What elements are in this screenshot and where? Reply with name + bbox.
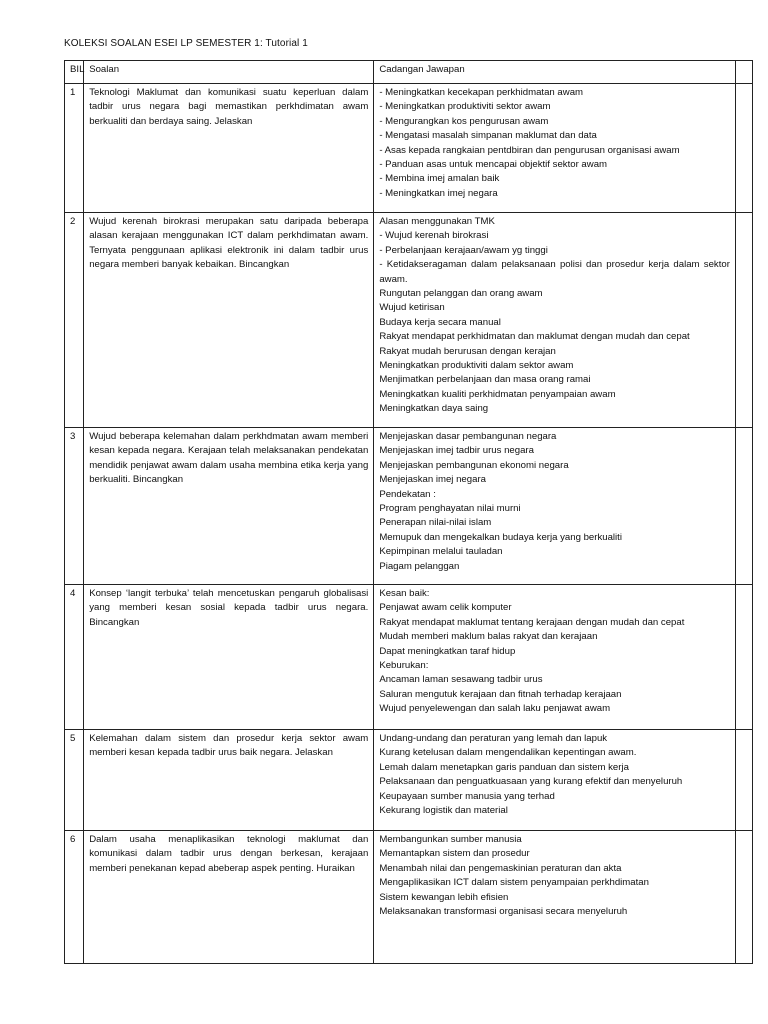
answer-cell xyxy=(374,730,736,831)
answer-point: Meningkatkan daya saing xyxy=(379,403,489,415)
blank-cell xyxy=(735,831,752,964)
answer-point: Kurang ketelusan dalam mengendalikan kepentingan awam. xyxy=(379,747,637,759)
question-text: Wujud kerenah birokrasi merupakan satu daripada beberapa alasan kerajaan menggunakan ICT dalam perkhdimatan awam. Ternyata penggunaan aplikasi elektronik ini dalam tadbir urus negara memberi banyak kebaikan. Bincangkan xyxy=(84,213,374,428)
question-text: Konsep ‘langit terbuka’ telah mencetuskan pengaruh globalisasi yang memberi kesan sosial kepada tadbir urus negara. Bincangkan xyxy=(84,585,374,730)
answer-point: Memupuk dan mengekalkan budaya kerja yang berkualiti xyxy=(379,531,622,543)
answer-point: Melaksanakan transformasi organisasi secara menyeluruh xyxy=(379,906,628,918)
answer-cell xyxy=(374,831,736,964)
answer-point: Rungutan pelanggan dan orang awam xyxy=(379,288,543,300)
answer-point: - Asas kepada rangkaian pentdbiran dan pengurusan organisasi awam xyxy=(379,144,680,156)
answer-point: Rakyat mudah berurusan dengan kerajan xyxy=(379,345,556,357)
question-text: Dalam usaha menaplikasikan teknologi maklumat dan komunikasi dalam tadbir urus dengan berkesan, kerajaan memberi penekanan kepad abeberap aspek penting. Huraikan xyxy=(84,831,374,964)
answer-point: Menjejaskan imej tadbir urus negara xyxy=(379,445,534,457)
answer-point: - Meningkatkan produktiviti sektor awam xyxy=(379,101,551,113)
header-jawapan: Cadangan Jawapan xyxy=(374,61,736,84)
header-soalan: Soalan xyxy=(84,61,374,84)
answer-point: Penerapan nilai-nilai islam xyxy=(379,517,492,529)
answer-point: Wujud penyelewengan dan salah laku penjawat awam xyxy=(379,703,611,715)
row-number: 4 xyxy=(65,585,84,730)
table-row xyxy=(65,831,753,964)
answer-point: Saluran mengutuk kerajaan dan fitnah terhadap kerajaan xyxy=(379,688,622,700)
answer-point: - Meningkatkan imej negara xyxy=(379,187,498,199)
answer-point: Rakyat mendapat maklumat tentang kerajaan dengan mudah dan cepat xyxy=(379,616,685,628)
answer-point: Penjawat awam celik komputer xyxy=(379,602,512,614)
row-number: 5 xyxy=(65,730,84,831)
blank-cell xyxy=(735,585,752,730)
row-number: 1 xyxy=(65,84,84,213)
answer-point: Program penghayatan nilai murni xyxy=(379,503,521,515)
answer-point: - Panduan asas untuk mencapai objektif sektor awam xyxy=(379,159,608,171)
question-table xyxy=(64,60,753,964)
answer-point: Menambah nilai dan pengemaskinian peraturan dan akta xyxy=(379,862,622,874)
row-number: 6 xyxy=(65,831,84,964)
answer-point: Mengaplikasikan ICT dalam sistem penyampaian perkhdimatan xyxy=(379,877,649,889)
answer-point: Pendekatan : xyxy=(379,488,436,500)
answer-point: - Meningkatkan kecekapan perkhidmatan awam xyxy=(379,87,584,98)
answer-point: Kesan baik: xyxy=(379,588,430,599)
header-bil: BIL xyxy=(65,61,84,84)
answer-point: Memantapkan sistem dan prosedur xyxy=(379,848,530,860)
answer-point: Menjejaskan pembangunan ekonomi negara xyxy=(379,459,569,471)
answer-cell xyxy=(374,585,736,730)
answer-point: Meningkatkan kualiti perkhidmatan penyampaian awam xyxy=(379,388,616,400)
answer-point: Piagam pelanggan xyxy=(379,560,460,572)
table-header-row xyxy=(65,61,753,84)
table-row xyxy=(65,730,753,831)
answer-point: - Wujud kerenah birokrasi xyxy=(379,230,489,242)
answer-point: Kekurang logistik dan material xyxy=(379,805,508,817)
answer-point: Rakyat mendapat perkhidmatan dan maklumat dengan mudah dan cepat xyxy=(379,331,690,343)
blank-cell xyxy=(735,428,752,585)
row-number: 3 xyxy=(65,428,84,585)
answer-point: Dapat meningkatkan taraf hidup xyxy=(379,645,516,657)
answer-cell xyxy=(374,84,736,213)
header-blank-cell xyxy=(735,61,752,84)
answer-point: Lemah dalam menetapkan garis panduan dan sistem kerja xyxy=(379,761,629,773)
answer-point: - Perbelanjaan kerajaan/awam yg tinggi xyxy=(379,244,548,256)
answer-point: Pelaksanaan dan penguatkuasaan yang kurang efektif dan menyeluruh xyxy=(379,776,683,788)
question-text: Teknologi Maklumat dan komunikasi suatu keperluan dalam tadbir urus negara bagi memastikan perkhdimatan awam berkualiti dan berdaya saing. Jelaskan xyxy=(84,84,374,213)
answer-point: Wujud ketirisan xyxy=(379,302,445,314)
answer-point: Kepimpinan melalui tauladan xyxy=(379,546,503,558)
answer-point: Budaya kerja secara manual xyxy=(379,316,501,328)
answer-cell xyxy=(374,428,736,585)
table-row xyxy=(65,213,753,428)
answer-point: - Mengurangkan kos pengurusan awam xyxy=(379,115,549,127)
table-row xyxy=(65,428,753,585)
answer-point: - Mengatasi masalah simpanan maklumat dan data xyxy=(379,130,597,142)
answer-point: Meningkatkan produktiviti dalam sektor awam xyxy=(379,360,574,372)
answer-point: Menjejaskan imej negara xyxy=(379,474,486,486)
blank-cell xyxy=(735,213,752,428)
answer-point: Keburukan: xyxy=(379,660,429,672)
answer-point: Mudah memberi maklum balas rakyat dan kerajaan xyxy=(379,631,598,643)
table-row xyxy=(65,84,753,213)
question-text: Wujud beberapa kelemahan dalam perkhdmatan awam memberi kesan kepada negara. Kerajaan telah melaksanakan pendekatan mendidik penjawat awam dalam usaha membina etika kerja yang berkualiti. Bincangkan xyxy=(84,428,374,585)
answer-point: Menjimatkan perbelanjaan dan masa orang ramai xyxy=(379,374,591,386)
answer-point: Alasan menggunakan TMK xyxy=(379,216,495,227)
blank-cell xyxy=(735,730,752,831)
answer-point: Sistem kewangan lebih efisien xyxy=(379,891,509,903)
blank-cell xyxy=(735,84,752,213)
answer-point: Ancaman laman sesawang tadbir urus xyxy=(379,674,543,686)
answer-cell xyxy=(374,213,736,428)
answer-point: Keupayaan sumber manusia yang terhad xyxy=(379,790,555,802)
answer-point: Menjejaskan dasar pembangunan negara xyxy=(379,431,557,442)
answer-point: - Ketidakseragaman dalam pelaksanaan polisi dan prosedur kerja dalam sektor awam. xyxy=(379,259,730,285)
table-row xyxy=(65,585,753,730)
row-number: 2 xyxy=(65,213,84,428)
document-title: KOLEKSI SOALAN ESEI LP SEMESTER 1: Tutorial 1 xyxy=(64,38,308,49)
answer-point: - Membina imej amalan baik xyxy=(379,173,500,185)
question-text: Kelemahan dalam sistem dan prosedur kerja sektor awam memberi kesan kepada tadbir urus baik negara. Jelaskan xyxy=(84,730,374,831)
answer-point: Undang-undang dan peraturan yang lemah dan lapuk xyxy=(379,733,608,744)
answer-point: Membangunkan sumber manusia xyxy=(379,834,522,845)
